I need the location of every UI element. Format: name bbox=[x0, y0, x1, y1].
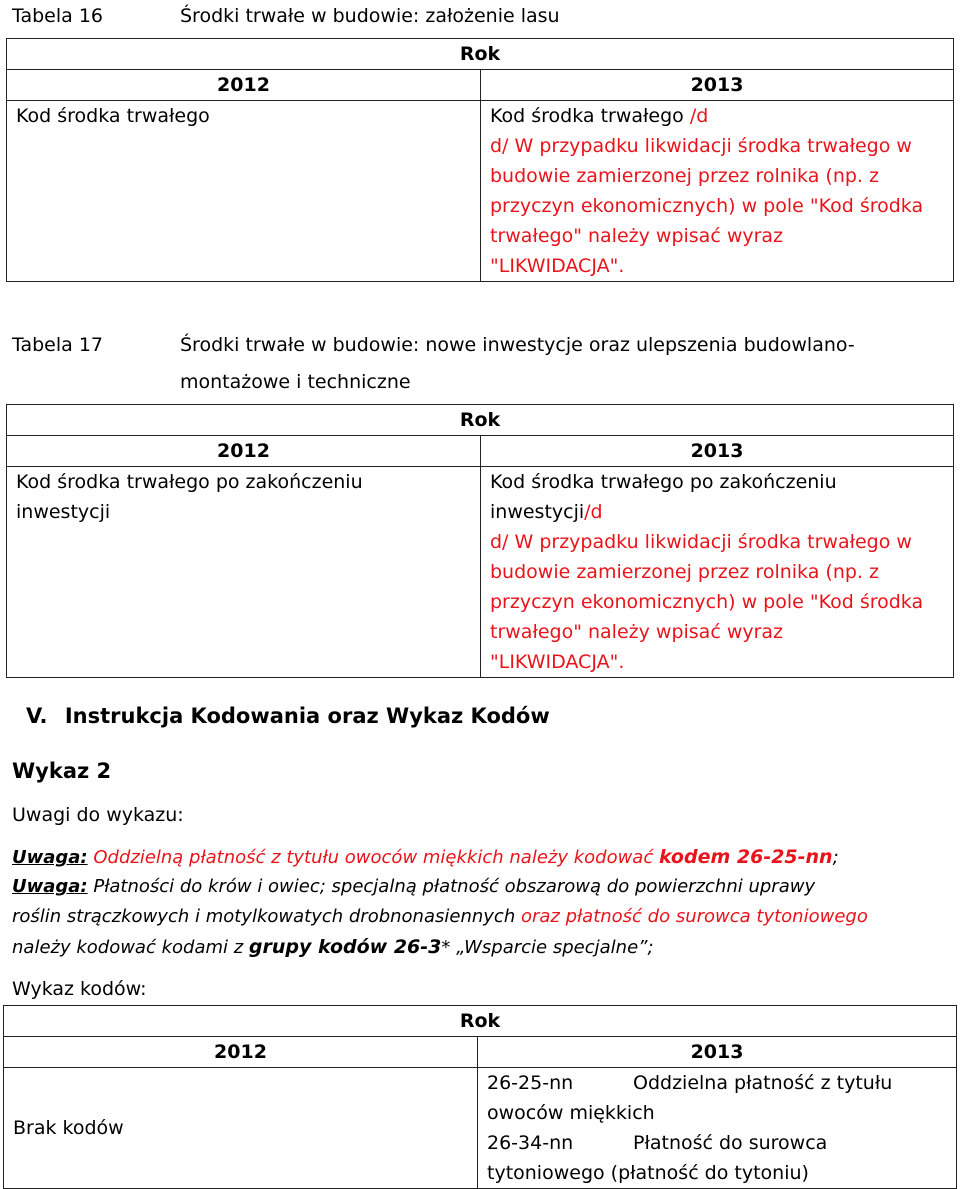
footnote-line: przyczyn ekonomicznych) w pole "Kod środka bbox=[490, 591, 924, 613]
footnote-line: budowie zamierzonej przez rolnika (np. z bbox=[490, 561, 879, 583]
code-text: inwestycji bbox=[16, 501, 111, 523]
code-cell-2013 bbox=[481, 101, 954, 282]
uwagi-label: Uwagi do wykazu: bbox=[12, 804, 184, 826]
note-1 bbox=[12, 842, 952, 873]
table17-label: Tabela 17 bbox=[12, 334, 103, 356]
code-cell-2013 bbox=[478, 1068, 957, 1189]
footnote-marker: /d bbox=[689, 105, 709, 127]
code-number: 26-34-nn bbox=[487, 1132, 574, 1154]
code-description: Płatność do surowca bbox=[633, 1132, 828, 1154]
section-number: V. bbox=[26, 704, 48, 728]
codes-table bbox=[3, 1005, 957, 1189]
code-description: owoców miękkich bbox=[487, 1102, 655, 1124]
code-cell-2012 bbox=[7, 467, 481, 678]
footnote-line: budowie zamierzonej przez rolnika (np. z bbox=[490, 165, 879, 187]
rok-header: Rok bbox=[7, 405, 954, 436]
footnote-line: trwałego" należy wpisać wyraz bbox=[490, 225, 784, 247]
year-2013-header: 2013 bbox=[481, 436, 954, 467]
note-text: Płatności do krów i owiec; specjalną płatność obszarową do powierzchni uprawy bbox=[87, 876, 816, 897]
year-2013-header: 2013 bbox=[481, 70, 954, 101]
note-text: ; bbox=[832, 847, 839, 868]
footnote-marker: /d bbox=[584, 501, 603, 523]
wykaz-title: Wykaz 2 bbox=[12, 759, 112, 783]
note-label: Uwaga: bbox=[12, 876, 88, 897]
note-bold: grupy kodów 26-3 bbox=[248, 936, 442, 958]
note-text: oraz płatność do surowca tytoniowego bbox=[520, 906, 868, 927]
table17 bbox=[6, 404, 954, 678]
year-2012-header: 2012 bbox=[4, 1037, 478, 1068]
code-text: Kod środka trwałego po zakończeniu bbox=[16, 471, 363, 493]
table16-title: Środki trwałe w budowie: założenie lasu bbox=[180, 5, 560, 27]
code-cell-2013 bbox=[481, 467, 954, 678]
table16 bbox=[6, 38, 954, 282]
year-2012-header: 2012 bbox=[7, 70, 481, 101]
footnote-line: d/ W przypadku likwidacji środka trwałego w bbox=[490, 135, 912, 157]
footnote-line: trwałego" należy wpisać wyraz bbox=[490, 621, 784, 643]
code-text: Kod środka trwałego bbox=[16, 105, 210, 127]
code-description: Oddzielna płatność z tytułu bbox=[633, 1072, 893, 1094]
note-label: Uwaga: bbox=[12, 847, 88, 868]
code-text: inwestycji bbox=[490, 501, 585, 523]
rok-header: Rok bbox=[4, 1006, 957, 1037]
note-text: roślin strączkowych i motylkowatych drobnonasiennych bbox=[12, 906, 521, 927]
note-text: należy kodować kodami z bbox=[12, 937, 249, 958]
rok-header: Rok bbox=[7, 39, 954, 70]
code-cell-2012 bbox=[7, 101, 481, 282]
code-text: Kod środka trwałego bbox=[490, 105, 690, 127]
section-heading bbox=[26, 704, 550, 728]
table16-label: Tabela 16 bbox=[12, 5, 103, 27]
footnote-line: "LIKWIDACJA". bbox=[490, 255, 625, 277]
code-description: tytoniowego (płatność do tytoniu) bbox=[487, 1162, 809, 1184]
code-entry bbox=[487, 1128, 956, 1158]
footnote-line: d/ W przypadku likwidacji środka trwałego w bbox=[490, 531, 912, 553]
footnote-line: "LIKWIDACJA". bbox=[490, 651, 625, 673]
code-entry bbox=[487, 1068, 956, 1098]
year-2013-header: 2013 bbox=[478, 1037, 957, 1068]
note-2 bbox=[12, 872, 952, 963]
no-codes-text: Brak kodów bbox=[13, 1117, 124, 1139]
table17-title-line2: montażowe i techniczne bbox=[180, 371, 411, 393]
footnote-line: przyczyn ekonomicznych) w pole "Kod środka bbox=[490, 195, 924, 217]
year-2012-header: 2012 bbox=[7, 436, 481, 467]
note-text: * „Wsparcie specjalne”; bbox=[441, 937, 654, 958]
code-cell-2012 bbox=[4, 1068, 478, 1189]
note-bold: kodem 26-25-nn bbox=[658, 846, 833, 868]
section-title: Instrukcja Kodowania oraz Wykaz Kodów bbox=[64, 704, 550, 728]
table17-title-line1: Środki trwałe w budowie: nowe inwestycje oraz ulepszenia budowlano- bbox=[180, 334, 855, 356]
code-text: Kod środka trwałego po zakończeniu bbox=[490, 471, 837, 493]
kody-label: Wykaz kodów: bbox=[12, 978, 147, 1000]
code-number: 26-25-nn bbox=[487, 1072, 574, 1094]
note-text: Oddzielną płatność z tytułu owoców miękkich należy kodować bbox=[87, 847, 659, 868]
